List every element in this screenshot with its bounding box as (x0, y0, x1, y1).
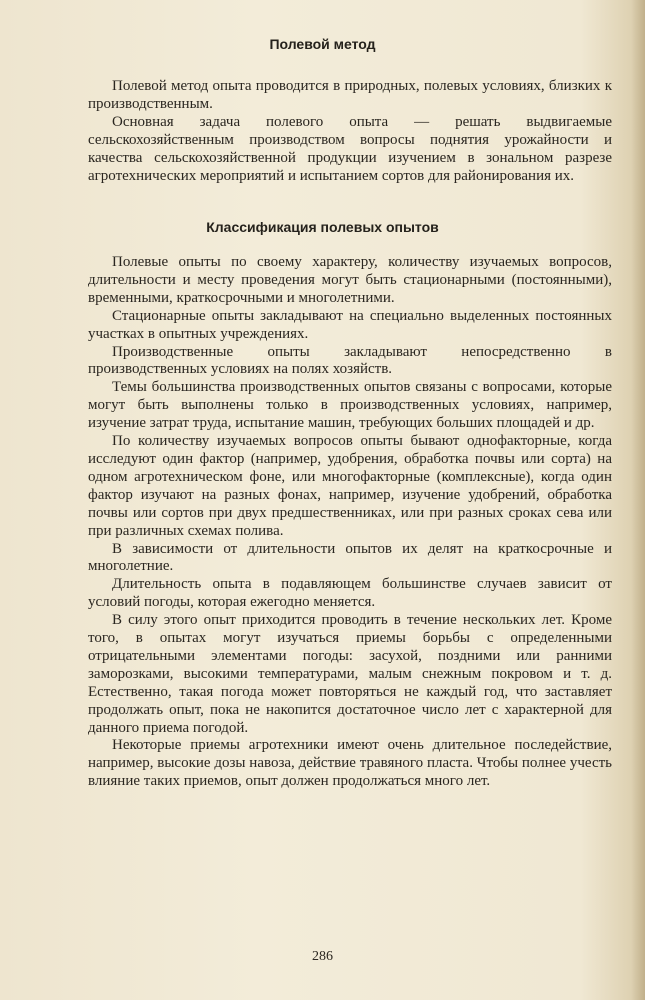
page-edge-shadow (631, 0, 645, 1000)
page-number: 286 (312, 949, 333, 964)
body-text (88, 254, 612, 791)
paragraph: По количеству изучаемых вопросов опыты бывают однофакторные, когда исследуют один фактор (например, удобрения, обработка почвы или сорта) на одном агротехническом фоне, или многофакторные (комплексные), когда один фактор изучают на разных фонах, например, изучение удобрений, обработка почвы или сортов при двух предшественниках, или при разных сроках сева или при различных схемах полива. (88, 433, 612, 539)
paragraph: Длительность опыта в подавляющем большинстве случаев зависит от условий погоды, которая ежегодно меняется. (88, 576, 612, 611)
subsection-title: Классификация полевых опытов (206, 219, 439, 235)
paragraph: Стационарные опыты закладывают на специально выделенных постоянных участках в опытных учреждениях. (88, 307, 612, 342)
intro-text (88, 78, 612, 185)
paragraph: Полевой метод опыта проводится в природных, полевых условиях, близких к производственным. (88, 78, 612, 112)
paragraph: Темы большинства производственных опытов связаны с вопросами, которые могут быть выполнены только в производственных условиях, например, изучение затрат труда, испытание машин, требующих больших площадей и др. (88, 379, 612, 432)
paragraph: Производственные опыты закладывают непосредственно в производственных условиях на полях хозяйств. (88, 343, 612, 378)
paragraph: Полевые опыты по своему характеру, количеству изучаемых вопросов, длительности и месту проведения могут быть стационарными (постоянными), временными, краткосрочными и многолетними. (88, 254, 612, 306)
paragraph: Некоторые приемы агротехники имеют очень длительное последействие, например, высокие дозы навоза, действие травяного пласта. Чтобы полнее учесть влияние таких приемов, опыт должен продолжаться много лет. (88, 737, 612, 790)
paragraph: Основная задача полевого опыта — решать выдвигаемые сельскохозяйственным производством вопросы поднятия урожайности и качества сельскохозяйственной продукции изучением в зональном разрезе агротехнических мероприятий и испытанием сортов для районирования их. (88, 113, 612, 184)
section-title: Полевой метод (269, 36, 376, 52)
paragraph: В силу этого опыт приходится проводить в течение нескольких лет. Кроме того, в опытах могут изучаться приемы борьбы с определенными отрицательными элементами погоды: засухой, поздними или ранними заморозками, высокими температурами, малым снежным покровом и т. д. Естественно, такая погода может повторяться не каждый год, что заставляет продолжать опыт, пока не накопится достаточное число лет с характерной для данного приема погодой. (88, 612, 612, 736)
paragraph: В зависимости от длительности опытов их делят на краткосрочные и многолетние. (88, 540, 612, 575)
